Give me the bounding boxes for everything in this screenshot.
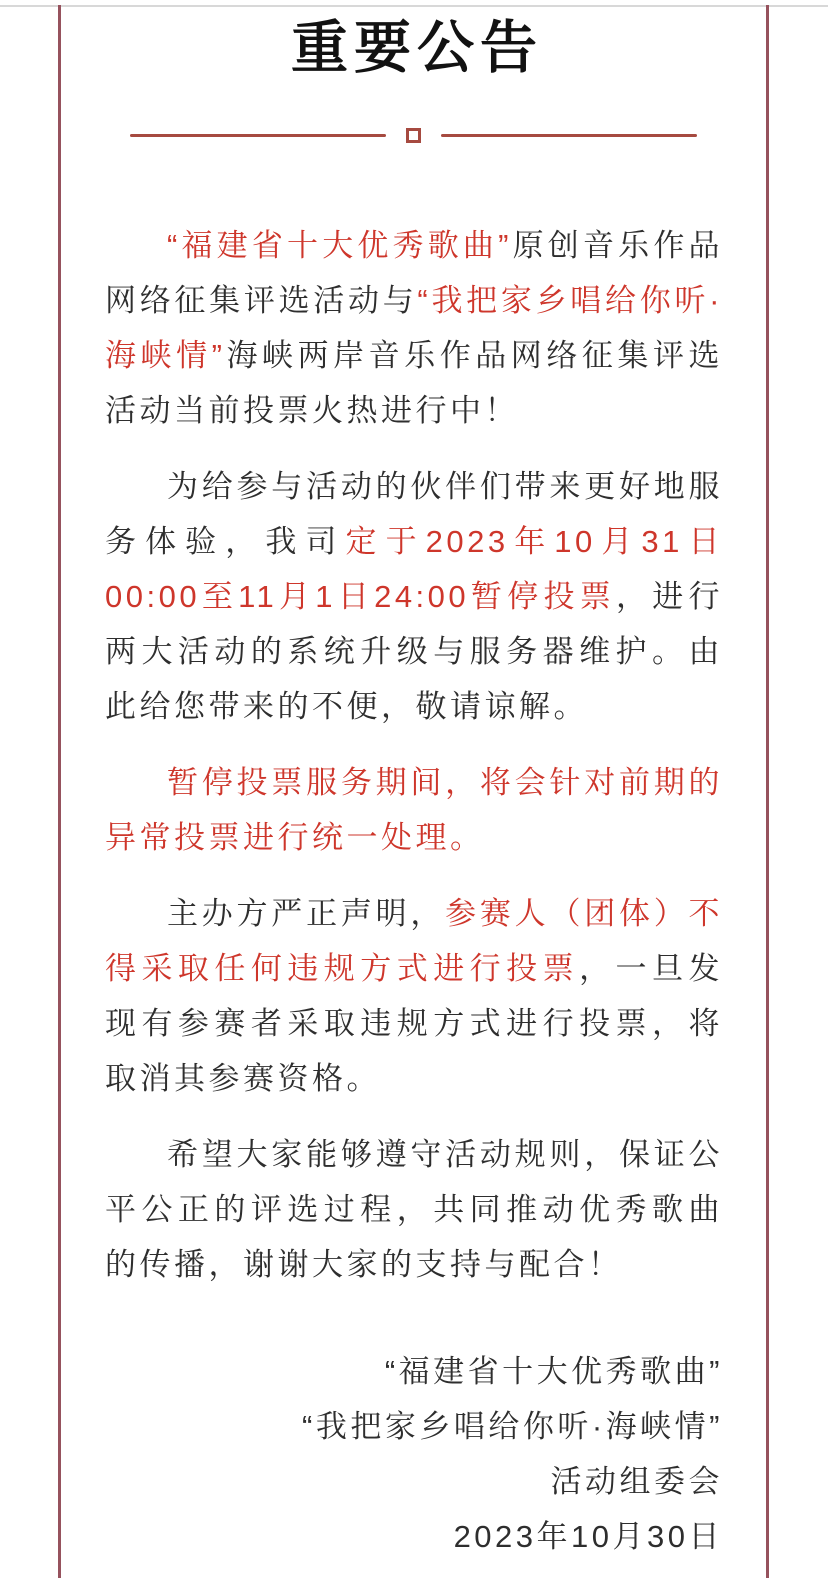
title-divider: [130, 127, 697, 144]
top-divider-line: [0, 5, 828, 7]
paragraph: [105, 886, 723, 1106]
signature-line: “福建省十大优秀歌曲”: [384, 1354, 723, 1389]
divider-square-icon: [406, 128, 421, 143]
body-text: 海峡两岸音乐作品网络征集评选活动当前投票火热进行中！: [105, 338, 724, 428]
paragraph: [105, 755, 723, 865]
signature-date: 2023年10月30日: [453, 1519, 723, 1554]
body-text: 原创音乐作品网络征集评选活动与: [105, 228, 724, 318]
announcement-body: [105, 218, 723, 1564]
body-text: ，一旦发现有参赛者采取违规方式进行投票，将取消其参赛资格。: [105, 951, 723, 1096]
highlighted-text: “我把家乡唱给你听·海峡情”: [105, 283, 723, 373]
highlighted-text: 暂停投票服务期间，将会针对前期的异常投票进行统一处理。: [105, 765, 723, 855]
signature-line: “我把家乡唱给你听·海峡情”: [302, 1409, 723, 1444]
right-border-line: [766, 5, 769, 1578]
body-text: 为给参与活动的伙伴们带来更好地服务体验，我司: [105, 469, 723, 559]
highlighted-text: 参赛人（团体）不得采取任何违规方式进行投票: [105, 896, 724, 986]
signature-block: [105, 1344, 723, 1564]
page-title: 重要公告: [291, 16, 543, 80]
body-text: 希望大家能够遵守活动规则，保证公平公正的评选过程，共同推动优秀歌曲的传播，谢谢大家的支持与配合！: [105, 1137, 723, 1282]
paragraph: [105, 1127, 723, 1292]
divider-line-right: [441, 134, 697, 137]
left-border-line: [58, 5, 61, 1578]
highlighted-text: 定于2023年10月31日00:00至11月1日24:00暂停投票: [105, 524, 723, 614]
signature-line: 活动组委会: [550, 1464, 723, 1499]
body-text: ，进行两大活动的系统升级与服务器维护。由此给您带来的不便，敬请谅解。: [105, 579, 723, 724]
divider-line-left: [130, 134, 386, 137]
paragraph: [105, 459, 723, 734]
highlighted-text: “福建省十大优秀歌曲”: [167, 228, 512, 263]
paragraph: [105, 218, 723, 438]
body-text: 主办方严正声明，: [167, 896, 446, 931]
